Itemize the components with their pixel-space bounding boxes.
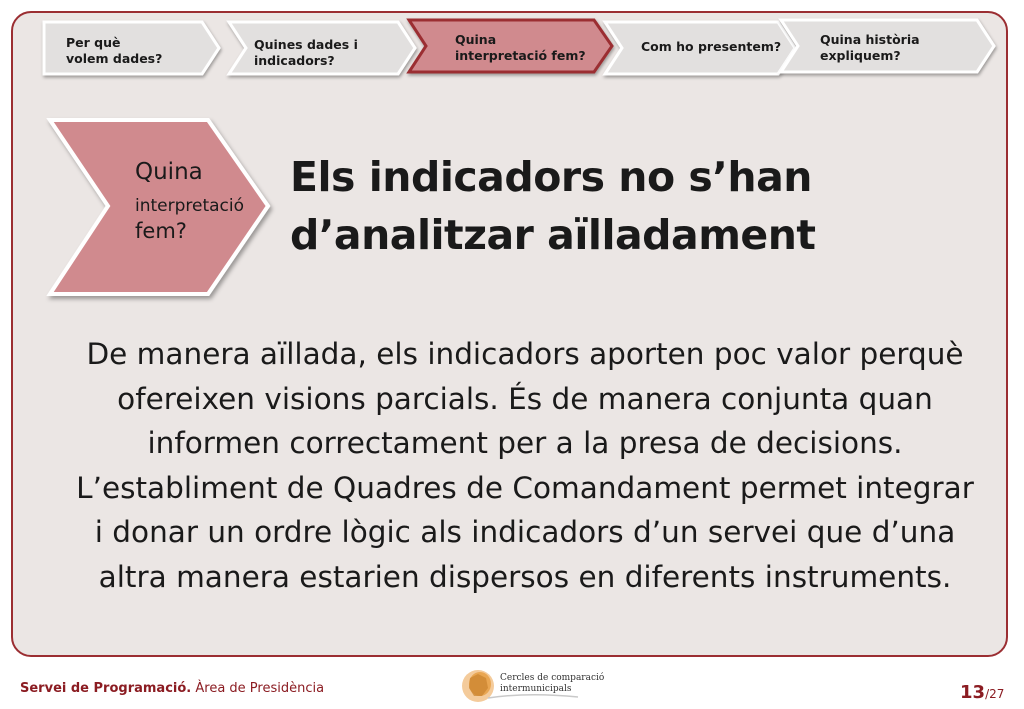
step-4-label: Com ho presentem? [641, 39, 782, 54]
page-number [960, 682, 1004, 703]
step-2-label: Quines dades i indicadors? [254, 37, 358, 68]
step-3-label: Quina interpretació fem? [455, 32, 586, 63]
slide-title: Els indicadors no s’han d’analitzar aïlladament [290, 153, 816, 259]
logo-text: Cercles de comparació intermunicipals [500, 673, 605, 694]
section-label-line-1: Quina [135, 159, 203, 185]
section-label-line-2: interpretació [135, 196, 245, 216]
step-5-label: Quina història expliquem? [820, 32, 920, 63]
footer-service: Servei de Programació. [20, 681, 192, 696]
page-total: /27 [985, 687, 1005, 701]
footer-area: Àrea de Presidència [195, 681, 325, 696]
section-chevron-label [135, 158, 270, 244]
section-label-line-3: fem? [135, 219, 187, 243]
step-1-label: Per què volem dades? [66, 35, 163, 66]
footer-credit [20, 681, 324, 696]
slide-body-text: De manera aïllada, els indicadors aporten poc valor perquè ofereixen visions parcials. És de manera conjunta quan informen correctament per a la presa de decisions. L’establiment de Quadres de Comandament permet integrar i donar un ordre lògic als indicadors d’un servei que d’una altra manera estarien dispersos en diferents instruments. [76, 337, 974, 594]
page-current: 13 [960, 682, 986, 703]
